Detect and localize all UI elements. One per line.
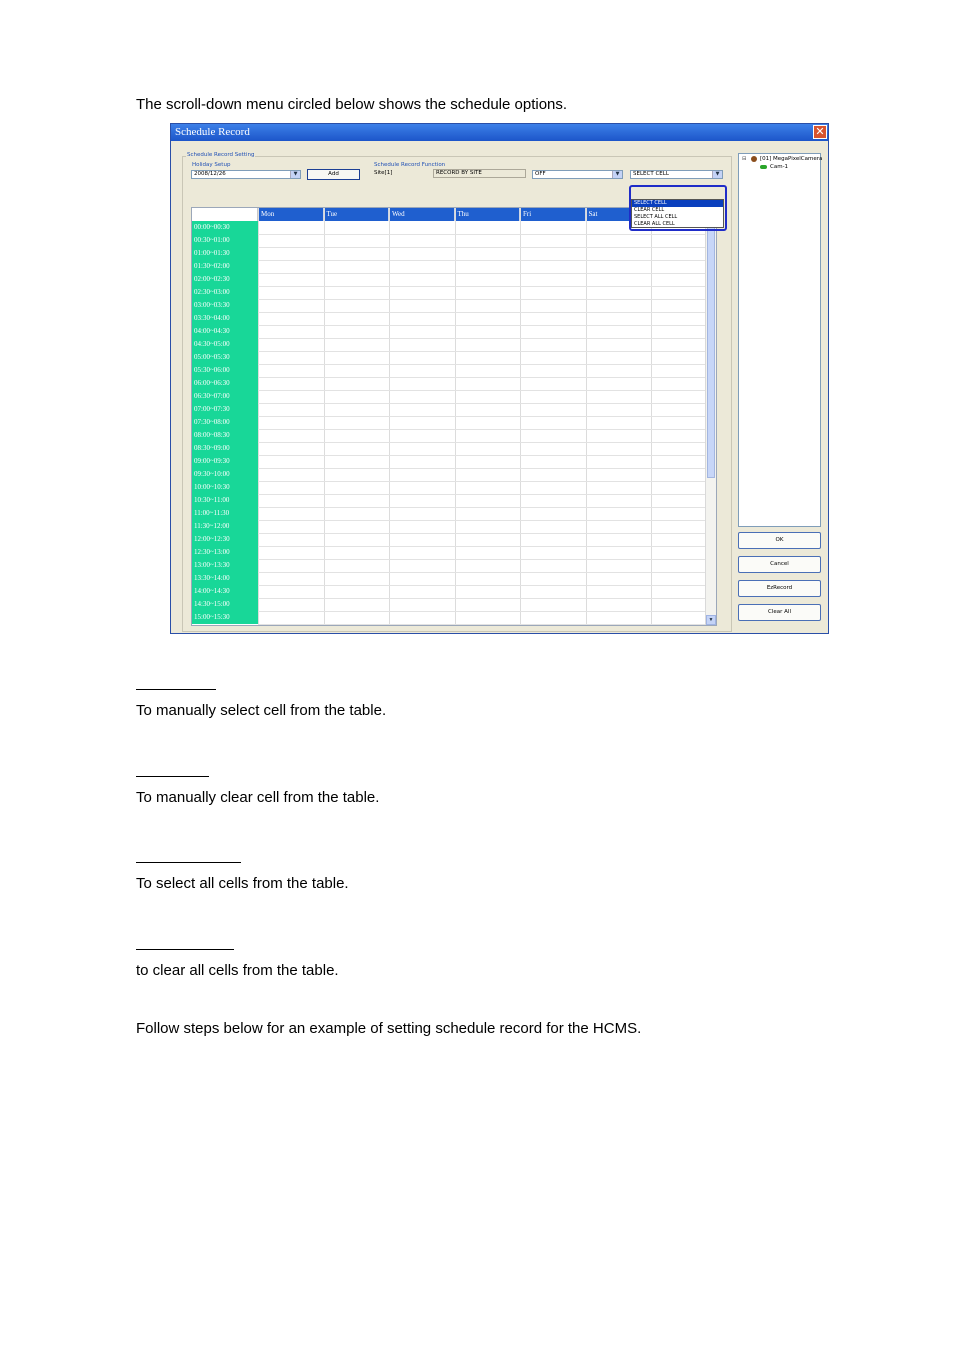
cell-mode-value: SELECT CELL	[633, 171, 669, 177]
add-button[interactable]: Add	[307, 169, 360, 180]
time-slot-label: 04:00~04:30	[192, 325, 258, 338]
tree-child-label[interactable]: Cam-1	[770, 164, 789, 170]
dropdown-option-select-cell[interactable]: SELECT CELL	[632, 200, 723, 207]
footer-text: Follow steps below for an example of setting schedule record for the HCMS.	[136, 1020, 642, 1037]
grid-row-line	[258, 585, 716, 586]
time-slot-label: 00:00~00:30	[192, 221, 258, 234]
grid-row-line	[258, 429, 716, 430]
ok-button[interactable]: OK	[738, 532, 821, 549]
desc-select-cell: To manually select cell from the table.	[136, 702, 387, 719]
time-slot-label: 06:00~06:30	[192, 377, 258, 390]
time-slot-label: 09:00~09:30	[192, 455, 258, 468]
group-label: Schedule Record Setting	[187, 152, 255, 158]
time-slot-label: 12:30~13:00	[192, 546, 258, 559]
window-title: Schedule Record	[175, 126, 250, 138]
time-slot-label: 14:00~14:30	[192, 585, 258, 598]
heading-underline-3	[136, 862, 241, 863]
time-slot-label: 04:30~05:00	[192, 338, 258, 351]
time-slot-label: 06:30~07:00	[192, 390, 258, 403]
grid-row-line	[258, 533, 716, 534]
time-slot-label: 14:30~15:00	[192, 598, 258, 611]
window-client	[174, 143, 825, 630]
grid-corner	[192, 208, 258, 221]
grid-row-line	[258, 390, 716, 391]
grid-row-line	[258, 611, 716, 612]
heading-underline-4	[136, 949, 234, 950]
time-slot-label: 11:00~11:30	[192, 507, 258, 520]
off-select[interactable]	[532, 170, 623, 179]
grid-row-line	[258, 286, 716, 287]
scroll-down-icon[interactable]: ▼	[706, 615, 716, 625]
grid-row-line	[258, 624, 716, 625]
dropdown-option-clear-cell[interactable]: CLEAR CELL	[634, 207, 665, 213]
grid-row-line	[258, 260, 716, 261]
desc-select-all-cell: To select all cells from the table.	[136, 875, 349, 892]
time-slot-label: 10:30~11:00	[192, 494, 258, 507]
camera-folder-icon	[751, 156, 757, 162]
holiday-label: Holiday Setup	[192, 162, 231, 168]
vertical-scrollbar[interactable]	[705, 208, 716, 625]
heading-underline-2	[136, 776, 209, 777]
time-slot-label: 09:30~10:00	[192, 468, 258, 481]
time-slot-label: 05:30~06:00	[192, 364, 258, 377]
grid-row-line	[258, 559, 716, 560]
chevron-down-icon[interactable]: ▼	[612, 171, 622, 178]
desc-clear-all-cell: to clear all cells from the table.	[136, 962, 339, 979]
grid-row-line	[258, 247, 716, 248]
time-slot-label: 03:00~03:30	[192, 299, 258, 312]
day-header[interactable]: Fri	[520, 208, 586, 221]
desc-clear-cell: To manually clear cell from the table.	[136, 789, 380, 806]
title-bar	[171, 124, 828, 141]
grid-row-line	[258, 442, 716, 443]
grid-row-line	[258, 364, 716, 365]
function-label: Schedule Record Function	[374, 162, 446, 168]
chevron-down-icon[interactable]: ▼	[712, 171, 722, 178]
grid-row-line	[258, 403, 716, 404]
time-slot-label: 05:00~05:30	[192, 351, 258, 364]
time-slot-label: 02:30~03:00	[192, 286, 258, 299]
grid-row-line	[258, 377, 716, 378]
day-header[interactable]: Wed	[389, 208, 455, 221]
time-slot-label: 00:30~01:00	[192, 234, 258, 247]
clear-all-button[interactable]: Clear All	[738, 604, 821, 621]
ezrecord-button[interactable]: EzRecord	[738, 580, 821, 597]
scroll-thumb[interactable]	[707, 222, 715, 478]
grid-row-line	[258, 481, 716, 482]
time-slot-label: 08:00~08:30	[192, 429, 258, 442]
time-slot-label: 10:00~10:30	[192, 481, 258, 494]
time-slot-label: 01:30~02:00	[192, 260, 258, 273]
grid-row-line	[258, 299, 716, 300]
tree-collapse-icon[interactable]: ⊟	[742, 156, 747, 162]
grid-row-line	[258, 468, 716, 469]
day-header[interactable]: Sat	[586, 208, 652, 221]
time-slot-label: 13:00~13:30	[192, 559, 258, 572]
grid-row-line	[258, 507, 716, 508]
holiday-select[interactable]	[191, 170, 301, 179]
time-slot-label: 11:30~12:00	[192, 520, 258, 533]
time-slot-label: 07:00~07:30	[192, 403, 258, 416]
close-icon[interactable]: ✕	[813, 125, 827, 139]
grid-row-line	[258, 455, 716, 456]
time-slot-label: 15:00~15:30	[192, 611, 258, 624]
site-label: Site[1]	[374, 170, 393, 176]
camera-icon	[760, 165, 767, 169]
grid-row-line	[258, 598, 716, 599]
schedule-record-window	[170, 123, 829, 634]
cell-mode-dropdown-list[interactable]	[631, 199, 724, 228]
dropdown-option-clear-all-cell[interactable]: CLEAR ALL CELL	[634, 221, 675, 227]
grid-row-line	[258, 416, 716, 417]
grid-row-line	[258, 520, 716, 521]
day-header[interactable]: Mon	[258, 208, 324, 221]
grid-row-line	[258, 338, 716, 339]
tree-root-label[interactable]: [01] MegaPixelCamera	[760, 156, 823, 162]
mode-field: RECORD BY SITE	[433, 169, 526, 178]
grid-row-line	[258, 273, 716, 274]
time-slot-label: 02:00~02:30	[192, 273, 258, 286]
dropdown-option-select-all-cell[interactable]: SELECT ALL CELL	[634, 214, 678, 220]
grid-row-line	[258, 546, 716, 547]
grid-row-line	[258, 351, 716, 352]
grid-row-line	[258, 572, 716, 573]
schedule-grid[interactable]	[191, 207, 717, 626]
cell-mode-select[interactable]	[630, 170, 723, 179]
off-value: OFF	[535, 171, 546, 177]
site-tree[interactable]	[738, 153, 821, 527]
cancel-button[interactable]: Cancel	[738, 556, 821, 573]
holiday-value: 2008/12/26	[194, 171, 226, 177]
grid-row-line	[258, 312, 716, 313]
grid-row-line	[258, 234, 716, 235]
time-slot-label: 08:30~09:00	[192, 442, 258, 455]
time-slot-label: 03:30~04:00	[192, 312, 258, 325]
time-slot-label: 13:30~14:00	[192, 572, 258, 585]
time-slot-label: 12:00~12:30	[192, 533, 258, 546]
intro-text: The scroll-down menu circled below shows the schedule options.	[136, 96, 568, 113]
day-header[interactable]: Tue	[324, 208, 390, 221]
chevron-down-icon[interactable]: ▼	[290, 171, 300, 178]
time-slot-label: 07:30~08:00	[192, 416, 258, 429]
grid-row-line	[258, 494, 716, 495]
heading-underline-1	[136, 689, 216, 690]
time-slot-label: 01:00~01:30	[192, 247, 258, 260]
grid-row-line	[258, 325, 716, 326]
day-header[interactable]: Thu	[455, 208, 521, 221]
